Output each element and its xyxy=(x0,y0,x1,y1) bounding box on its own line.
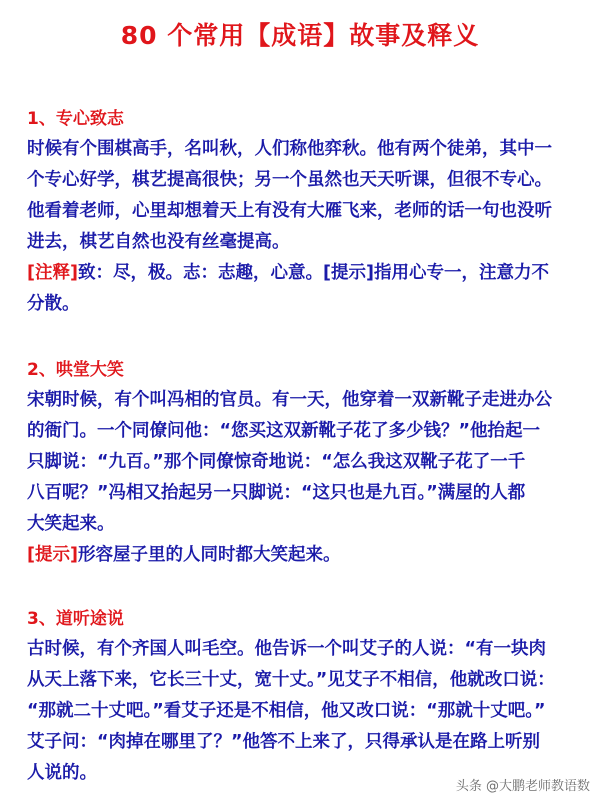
story-line: 八百呢？”冯相又抬起另一只脚说：“这只也是九百。”满屋的人都 xyxy=(27,483,526,503)
section-heading: 2、哄堂大笑 xyxy=(27,360,124,380)
story-line: 他看着老师，心里却想着天上有没有大雁飞来，老师的话一句也没听 xyxy=(27,201,552,221)
note-tag: [注释] xyxy=(27,263,78,283)
watermark: 头条 @大鹏老师教语数 xyxy=(455,779,590,794)
story-line: 艾子问：“肉掉在哪里了？”他答不上来了，只得承认是在路上听别 xyxy=(27,732,541,752)
section-heading: 3、道听途说 xyxy=(27,609,124,629)
section-2 xyxy=(27,355,577,571)
story-line: 大笑起来。 xyxy=(27,514,115,534)
section-1 xyxy=(27,104,577,320)
note-line xyxy=(27,540,577,571)
section-heading: 1、专心致志 xyxy=(27,109,124,129)
story-line: 的衙门。一个同僚问他：“您买这双新靴子花了多少钱？”他抬起一 xyxy=(27,421,541,441)
story-line: 古时候，有个齐国人叫毛空。他告诉一个叫艾子的人说：“有一块肉 xyxy=(27,639,546,659)
page-title: 80 个常用【成语】故事及释义 xyxy=(120,21,480,50)
note-line: 分散。 xyxy=(27,294,80,314)
story-line: 只脚说：“九百。”那个同僚惊奇地说：“怎么我这双靴子花了一千 xyxy=(27,452,526,472)
story-line: 宋朝时候，有个叫冯相的官员。有一天，他穿着一双新靴子走进办公 xyxy=(27,390,552,410)
story-line: 进去，棋艺自然也没有丝毫提高。 xyxy=(27,232,290,252)
note-line xyxy=(27,258,577,289)
story-line: “那就二十丈吧。”看艾子还是不相信，他又改口说：“那就十丈吧。” xyxy=(27,701,546,721)
story-line: 个专心好学，棋艺提高很快；另一个虽然也天天听课，但很不专心。 xyxy=(27,170,552,190)
note-text: 致：尽，极。志：志趣，心意。[提示]指用心专一，注意力不 xyxy=(78,263,549,283)
story-line: 从天上落下来，它长三十丈，宽十丈。”见艾子不相信，他就改口说： xyxy=(27,670,555,690)
story-line: 人说的。 xyxy=(27,763,97,783)
story-line: 时候有个围棋高手，名叫秋，人们称他弈秋。他有两个徒弟，其中一 xyxy=(27,139,552,159)
section-3 xyxy=(27,604,577,789)
note-tag: [提示] xyxy=(27,545,78,565)
note-text: 形容屋子里的人同时都大笑起来。 xyxy=(78,545,341,565)
